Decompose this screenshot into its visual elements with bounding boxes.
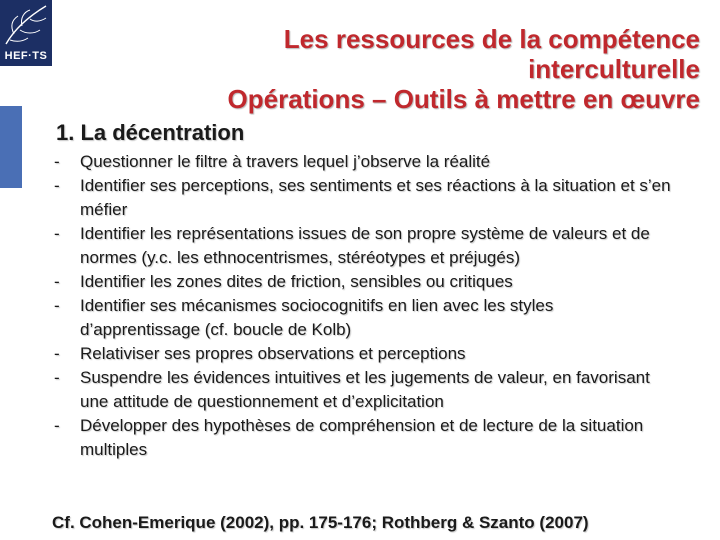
footer-citation: Cf. Cohen-Emerique (2002), pp. 175-176; Rothberg & Szanto (2007) xyxy=(52,513,589,532)
list-item xyxy=(52,342,672,366)
bullet-dash: - xyxy=(54,176,60,195)
bullet-dash: - xyxy=(54,272,60,291)
bullet-dash: - xyxy=(54,152,60,171)
list-item xyxy=(52,270,672,294)
title-line-1: Les ressources de la compétence xyxy=(283,24,700,54)
logo-leaf-icon xyxy=(0,0,52,50)
list-item xyxy=(52,150,672,174)
bullet-text: Développer des hypothèses de compréhension et de lecture de la situation multiples xyxy=(80,416,644,459)
list-item xyxy=(52,174,672,222)
title-line-2: interculturelle xyxy=(528,54,700,84)
logo xyxy=(0,0,52,66)
bullet-text: Identifier les représentations issues de son propre système de valeurs et de normes (y.c. les ethnocentrismes, stéréotypes et préjugés) xyxy=(80,224,650,267)
title-line-3: Opérations – Outils à mettre en œuvre xyxy=(227,84,700,114)
bullet-text: Identifier ses perceptions, ses sentiments et ses réactions à la situation et s’en méfier xyxy=(80,176,671,219)
bullet-dash: - xyxy=(54,368,60,387)
side-accent-bar xyxy=(0,106,22,188)
list-item xyxy=(52,414,672,462)
slide-title xyxy=(140,24,700,114)
bullet-dash: - xyxy=(54,416,60,435)
bullet-dash: - xyxy=(54,224,60,243)
list-item xyxy=(52,294,672,342)
bullet-text: Relativiser ses propres observations et perceptions xyxy=(80,344,466,363)
list-item xyxy=(52,222,672,270)
section-heading: 1. La décentration xyxy=(56,120,245,145)
bullet-list xyxy=(52,150,672,462)
bullet-text: Identifier les zones dites de friction, sensibles ou critiques xyxy=(80,272,513,291)
bullet-dash: - xyxy=(54,344,60,363)
bullet-text: Questionner le filtre à travers lequel j’observe la réalité xyxy=(80,152,491,171)
bullet-text: Suspendre les évidences intuitives et les jugements de valeur, en favorisant une attitude de questionnement et d’explicitation xyxy=(80,368,650,411)
list-item xyxy=(52,366,672,414)
bullet-dash: - xyxy=(54,296,60,315)
bullet-text: Identifier ses mécanismes sociocognitifs en lien avec les styles d’apprentissage (cf. boucle de Kolb) xyxy=(80,296,554,339)
logo-text: HEF·TS xyxy=(4,50,48,62)
